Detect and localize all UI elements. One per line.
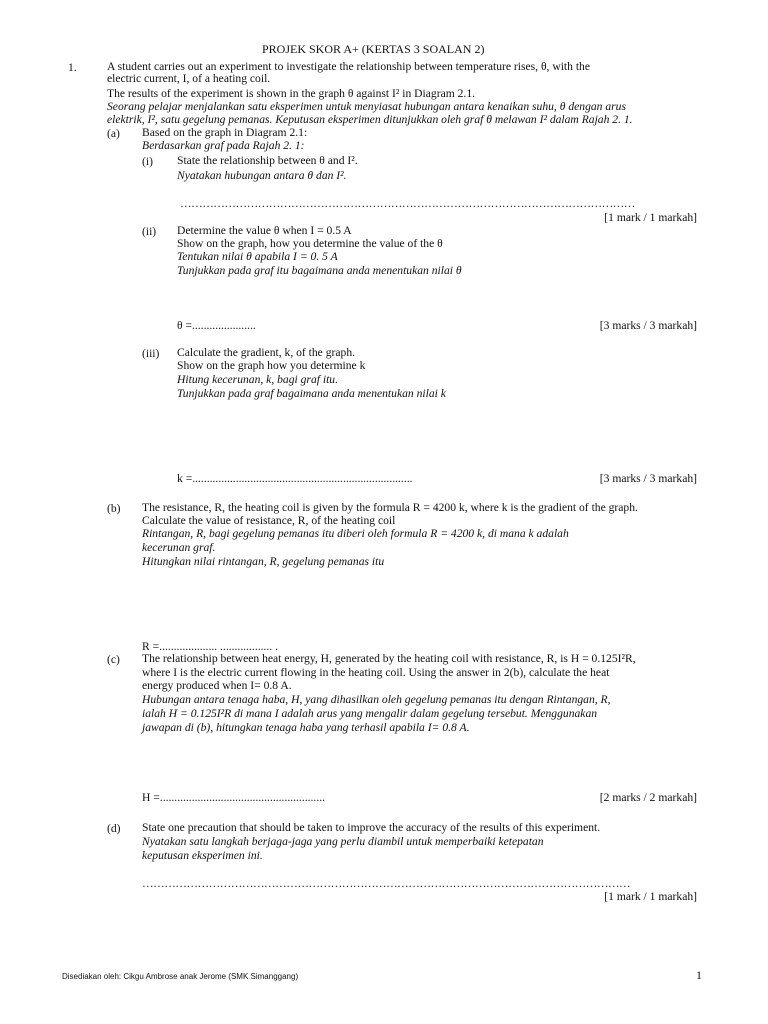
answer-k[interactable]: k =............................................................................: [177, 472, 413, 485]
part-d-label: (d): [107, 822, 121, 835]
part-a-i-ms: Nyatakan hubungan antara θ dan I².: [177, 169, 347, 182]
part-a-iii-ms: Hitung kecerunan, k, bagi graf itu.: [177, 373, 338, 386]
part-b-en: Calculate the value of resistance, R, of the heating coil: [142, 514, 396, 527]
marks-a-i: [1 mark / 1 markah]: [604, 211, 697, 224]
intro-en-line: The results of the experiment is shown in the graph θ against I² in Diagram 2.1.: [107, 87, 476, 100]
intro-ms-line: elektrik, I², satu gegelung pemanas. Keputusan eksperimen ditunjukkan oleh graf θ melawan I² dalam Rajah 2. 1.: [107, 113, 633, 126]
page-number: 1: [696, 968, 702, 982]
part-c-ms: Hubungan antara tenaga haba, H, yang dihasilkan oleh gegelung pemanas itu dengan Rintangan, R,: [142, 693, 611, 706]
page-title: PROJEK SKOR A+ (KERTAS 3 SOALAN 2): [262, 42, 485, 56]
part-b-ms: Hitungkan nilai rintangan, R, gegelung pemanas itu: [142, 555, 385, 568]
part-c-label: (c): [107, 653, 120, 666]
part-b-ms: kecerunan graf.: [142, 541, 216, 554]
part-a-i-en: State the relationship between θ and I².: [177, 154, 358, 167]
marks-c: [2 marks / 2 markah]: [599, 791, 697, 804]
part-c-en: energy produced when I= 0.8 A.: [142, 679, 292, 692]
part-c-ms: ialah H = 0.125I²R di mana I adalah arus yang mengalir dalam gegelung tersebut. Menggunakan: [142, 707, 598, 720]
part-a-ii-ms: Tentukan nilai θ apabila I = 0. 5 A: [177, 250, 338, 263]
part-b-ms: Rintangan, R, bagi gegelung pemanas itu diberi oleh formula R = 4200 k, di mana k adalah: [142, 527, 569, 540]
part-a-iii-en: Show on the graph how you determine k: [177, 359, 366, 372]
marks-a-iii: [3 marks / 3 markah]: [599, 472, 697, 485]
part-a-iii-ms: Tunjukkan pada graf bagaimana anda menentukan nilai k: [177, 387, 446, 400]
part-d-ms: Nyatakan satu langkah berjaga-jaga yang perlu diambil untuk memperbaiki ketepatan: [142, 835, 544, 848]
part-d-en: State one precaution that should be taken to improve the accuracy of the results of this experiment.: [142, 821, 601, 834]
answer-line-a-i[interactable]: ……………………………………………………………………………………………………………: [180, 197, 635, 210]
part-a-iii-label: (iii): [142, 347, 160, 360]
part-a-iii-en: Calculate the gradient, k, of the graph.: [177, 346, 356, 359]
answer-theta[interactable]: θ =......................: [177, 319, 256, 332]
footer-credit: Disediakan oleh: Cikgu Ambrose anak Jerome (SMK Simanggang): [62, 972, 299, 981]
part-a-ii-en: Determine the value θ when I = 0.5 A: [177, 224, 352, 237]
part-c-en: The relationship between heat energy, H, generated by the heating coil with resistance, R, is H = 0.125I²R,: [142, 652, 636, 665]
part-a-ii-en: Show on the graph, how you determine the value of the θ: [177, 237, 443, 250]
part-a-ii-label: (ii): [142, 225, 157, 238]
part-a-i-label: (i): [142, 155, 153, 168]
part-a-label: (a): [107, 127, 120, 140]
part-b-en: The resistance, R, the heating coil is given by the formula R = 4200 k, where k is the gradient of the graph.: [142, 501, 638, 514]
intro-en-line: A student carries out an experiment to investigate the relationship between temperature rises, θ, with the: [107, 60, 591, 73]
part-c-ms: jawapan di (b), hitungkan tenaga haba yang terhasil apabila I= 0.8 A.: [142, 721, 470, 734]
intro-en-line: electric current, I, of a heating coil.: [107, 72, 271, 85]
question-number: 1.: [68, 61, 77, 74]
part-b-label: (b): [107, 502, 121, 515]
answer-h[interactable]: H =.........................................................: [142, 791, 326, 804]
marks-d: [1 mark / 1 markah]: [604, 890, 697, 903]
answer-line-d[interactable]: ……………………………………………………………………………………………………………………: [142, 877, 631, 890]
part-a-stem-en: Based on the graph in Diagram 2.1:: [142, 126, 308, 139]
part-a-ii-ms: Tunjukkan pada graf itu bagaimana anda menentukan nilai θ: [177, 264, 462, 277]
part-c-en: where I is the electric current flowing in the heating coil. Using the answer in 2(b), calculate the heat: [142, 666, 610, 679]
intro-ms-line: Seorang pelajar menjalankan satu eksperimen untuk menyiasat hubungan antara kenaikan suhu, θ dengan arus: [107, 100, 626, 113]
part-d-ms: keputusan eksperimen ini.: [142, 849, 263, 862]
answer-r[interactable]: R =.................... .................. .: [142, 640, 279, 653]
marks-a-ii: [3 marks / 3 markah]: [599, 319, 697, 332]
part-a-stem-ms: Berdasarkan graf pada Rajah 2. 1:: [142, 139, 305, 152]
